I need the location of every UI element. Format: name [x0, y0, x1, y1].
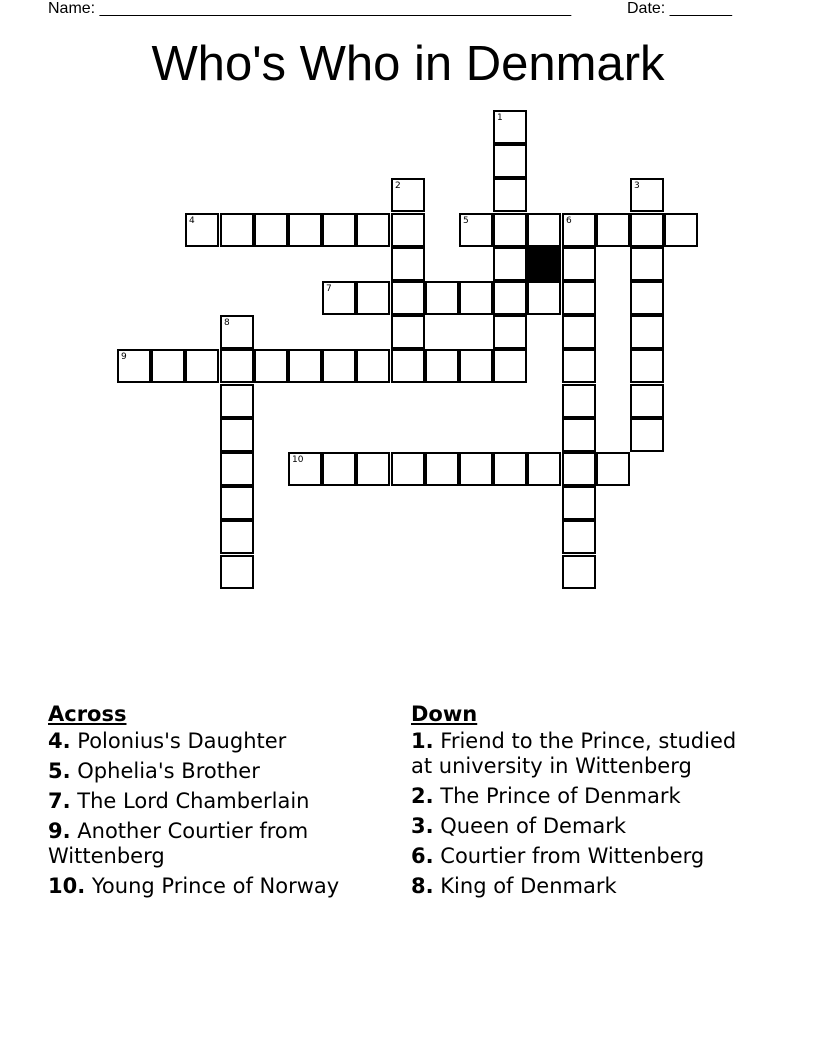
crossword-cell[interactable]	[322, 213, 356, 247]
clue-text: Courtier from Wittenberg	[440, 844, 705, 868]
crossword-cell[interactable]	[288, 349, 322, 383]
crossword-cell[interactable]	[425, 281, 459, 315]
date-field[interactable]: Date: _______	[627, 0, 732, 17]
cell-number: 5	[463, 216, 469, 226]
crossword-cell[interactable]	[391, 452, 425, 486]
crossword-cell[interactable]	[185, 349, 219, 383]
black-square	[527, 247, 561, 281]
crossword-cell[interactable]	[288, 213, 322, 247]
crossword-cell[interactable]	[391, 178, 425, 212]
across-clues	[48, 702, 388, 904]
crossword-cell[interactable]	[459, 213, 493, 247]
crossword-cell[interactable]	[322, 452, 356, 486]
crossword-cell[interactable]	[527, 452, 561, 486]
crossword-cell[interactable]	[117, 349, 151, 383]
crossword-cell[interactable]	[493, 178, 527, 212]
crossword-cell[interactable]	[220, 452, 254, 486]
crossword-cell[interactable]	[630, 349, 664, 383]
crossword-cell[interactable]	[322, 349, 356, 383]
crossword-cell[interactable]	[185, 213, 219, 247]
clue-number: 5.	[48, 759, 71, 783]
crossword-cell[interactable]	[493, 281, 527, 315]
clue-item	[48, 819, 388, 869]
crossword-cell[interactable]	[562, 349, 596, 383]
down-clues	[411, 702, 756, 904]
clue-item	[48, 874, 388, 899]
crossword-cell[interactable]	[527, 281, 561, 315]
clue-number: 4.	[48, 729, 71, 753]
crossword-cell[interactable]	[562, 213, 596, 247]
clue-item	[411, 814, 756, 839]
cell-number: 2	[395, 181, 401, 191]
crossword-cell[interactable]	[596, 452, 630, 486]
clue-item	[411, 729, 756, 779]
clue-item	[411, 874, 756, 899]
crossword-cell[interactable]	[527, 213, 561, 247]
crossword-cell[interactable]	[562, 486, 596, 520]
crossword-cell[interactable]	[493, 452, 527, 486]
crossword-cell[interactable]	[459, 349, 493, 383]
crossword-cell[interactable]	[562, 418, 596, 452]
clue-text: The Lord Chamberlain	[77, 789, 310, 813]
crossword-cell[interactable]	[356, 281, 390, 315]
clue-text: Ophelia's Brother	[77, 759, 260, 783]
clue-number: 3.	[411, 814, 434, 838]
crossword-cell[interactable]	[596, 213, 630, 247]
cell-number: 7	[326, 284, 332, 294]
crossword-cell[interactable]	[493, 315, 527, 349]
crossword-cell[interactable]	[630, 418, 664, 452]
crossword-cell[interactable]	[356, 349, 390, 383]
crossword-cell[interactable]	[630, 247, 664, 281]
crossword-cell[interactable]	[630, 178, 664, 212]
clue-number: 1.	[411, 729, 434, 753]
crossword-cell[interactable]	[391, 349, 425, 383]
crossword-cell[interactable]	[493, 144, 527, 178]
crossword-cell[interactable]	[425, 349, 459, 383]
crossword-cell[interactable]	[220, 384, 254, 418]
clue-item	[411, 784, 756, 809]
down-heading: Down	[411, 702, 478, 726]
crossword-cell[interactable]	[493, 349, 527, 383]
crossword-cell[interactable]	[391, 281, 425, 315]
clue-number: 2.	[411, 784, 434, 808]
crossword-cell[interactable]	[630, 384, 664, 418]
crossword-cell[interactable]	[220, 555, 254, 589]
crossword-cell[interactable]	[356, 452, 390, 486]
clue-text: Queen of Demark	[440, 814, 627, 838]
clue-text: Another Courtier from Wittenberg	[48, 819, 309, 868]
crossword-cell[interactable]	[562, 452, 596, 486]
crossword-cell[interactable]	[288, 452, 322, 486]
clue-number: 9.	[48, 819, 71, 843]
cell-number: 9	[121, 352, 127, 362]
crossword-cell[interactable]	[493, 213, 527, 247]
across-heading: Across	[48, 702, 127, 726]
crossword-cell[interactable]	[562, 247, 596, 281]
crossword-cell[interactable]	[562, 520, 596, 554]
clue-number: 6.	[411, 844, 434, 868]
crossword-cell[interactable]	[425, 452, 459, 486]
crossword-cell[interactable]	[562, 281, 596, 315]
clue-item	[48, 729, 388, 754]
crossword-cell[interactable]	[562, 384, 596, 418]
cell-number: 8	[224, 318, 230, 328]
clue-text: The Prince of Denmark	[440, 784, 681, 808]
crossword-cell[interactable]	[391, 315, 425, 349]
cell-number: 10	[292, 455, 304, 465]
crossword-cell[interactable]	[220, 349, 254, 383]
crossword-cell[interactable]	[562, 315, 596, 349]
clue-text: Friend to the Prince, studied at university in Wittenberg	[411, 729, 737, 778]
clue-item	[411, 844, 756, 869]
clue-text: Polonius's Daughter	[77, 729, 287, 753]
name-field[interactable]: Name: _____________________________________________________	[48, 0, 572, 17]
cell-number: 3	[634, 181, 640, 191]
crossword-cell[interactable]	[220, 315, 254, 349]
crossword-cell[interactable]	[630, 315, 664, 349]
clue-number: 8.	[411, 874, 434, 898]
crossword-cell[interactable]	[322, 281, 356, 315]
cell-number: 6	[566, 216, 572, 226]
cell-number: 1	[497, 113, 503, 123]
crossword-cell[interactable]	[220, 213, 254, 247]
crossword-cell[interactable]	[391, 213, 425, 247]
crossword-cell[interactable]	[220, 486, 254, 520]
puzzle-title: Who's Who in Denmark	[151, 37, 665, 91]
crossword-cell[interactable]	[630, 213, 664, 247]
cell-number: 4	[189, 216, 195, 226]
crossword-cell[interactable]	[254, 349, 288, 383]
crossword-cell[interactable]	[459, 452, 493, 486]
crossword-cell[interactable]	[664, 213, 698, 247]
crossword-cell[interactable]	[391, 247, 425, 281]
clue-number: 10.	[48, 874, 86, 898]
crossword-cell[interactable]	[220, 418, 254, 452]
crossword-cell[interactable]	[493, 247, 527, 281]
clue-text: King of Denmark	[440, 874, 617, 898]
crossword-cell[interactable]	[254, 213, 288, 247]
crossword-cell[interactable]	[630, 281, 664, 315]
crossword-cell[interactable]	[220, 520, 254, 554]
crossword-cell[interactable]	[562, 555, 596, 589]
crossword-cell[interactable]	[151, 349, 185, 383]
clue-item	[48, 789, 388, 814]
clue-text: Young Prince of Norway	[91, 874, 340, 898]
crossword-cell[interactable]	[356, 213, 390, 247]
crossword-cell[interactable]	[493, 110, 527, 144]
clue-item	[48, 759, 388, 784]
crossword-cell[interactable]	[459, 281, 493, 315]
clue-number: 7.	[48, 789, 71, 813]
